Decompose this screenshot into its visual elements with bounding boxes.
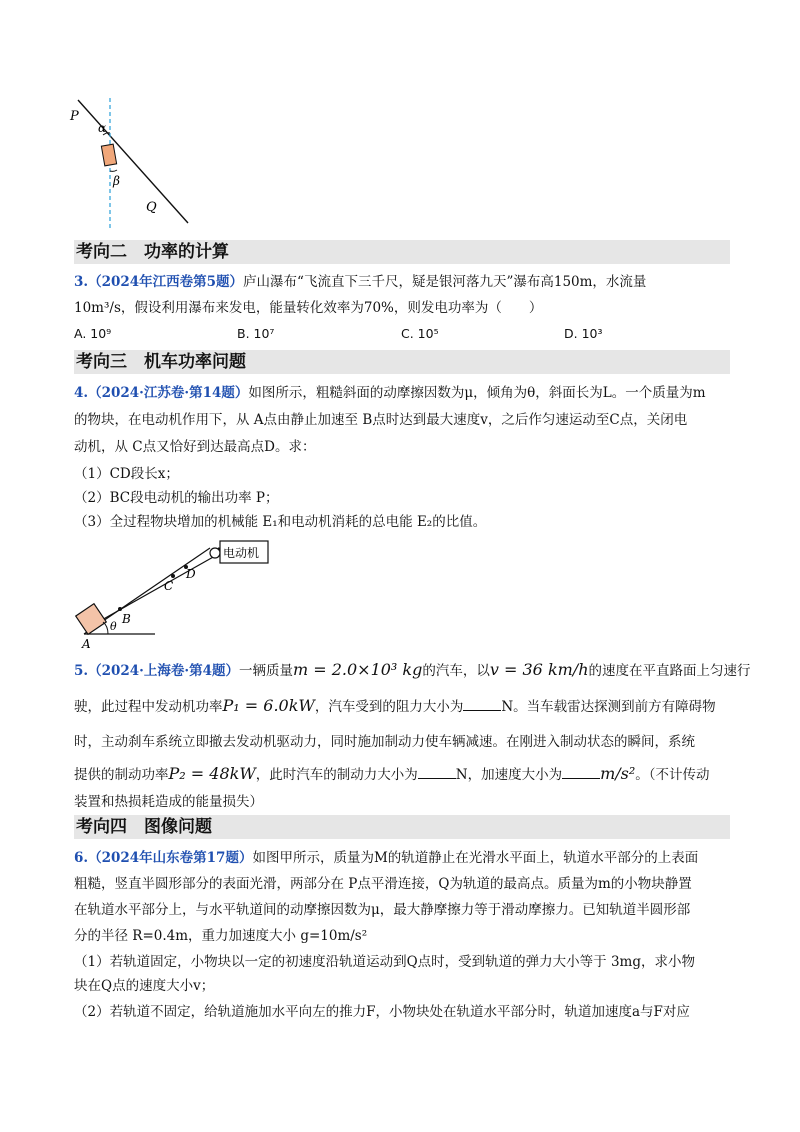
point-c (171, 574, 175, 578)
q3-source: （2024年江西卷第5题） (88, 274, 244, 290)
incline-upper (100, 556, 215, 621)
q5-blank-3[interactable] (562, 766, 600, 779)
q4-line2: 的物块，在电动机作用下，从 A点由静止加速至 B点时达到最大速度v，之后作匀速运动至C点，关闭电 (74, 412, 688, 428)
q4-number: 4. (74, 385, 89, 401)
q3-option-b: B. 10⁷ (237, 326, 275, 341)
q3-option-a: A. 10⁹ (74, 326, 112, 341)
section-header-vehicle-power: 考向三 机车功率问题 (74, 350, 730, 374)
q5-p2-expr: P₂ = 48kW (168, 764, 256, 783)
q5-text-1a: 一辆质量 (238, 663, 293, 679)
q6-line2: 粗糙，竖直半圆形部分的表面光滑，两部分在 P点平滑连接，Q为轨道的最高点。质量为m的小物块静置 (74, 876, 692, 892)
section-header-power-calc: 考向二 功率的计算 (74, 240, 730, 264)
q5-text-1b: 的汽车，以 (422, 663, 490, 679)
q5-text-2c: N。当车载雷达探测到前方有障碍物 (501, 699, 716, 715)
q5-blank-1[interactable] (463, 698, 501, 711)
q5-velocity-expr: v = 36 km/h (489, 660, 589, 679)
block (101, 144, 116, 166)
q5-text-1c: 的速度在平直路面上匀速行 (588, 663, 751, 679)
q4-sub2: （2）BC段电动机的输出功率 P； (74, 490, 279, 506)
q6-number: 6. (74, 850, 89, 866)
q6-text-1: 如图甲所示，质量为M的轨道静止在光滑水平面上，轨道水平部分的上表面 (252, 850, 699, 866)
q3-line1 (74, 272, 734, 292)
q5-text-4b: ，此时汽车的制动力大小为 (255, 767, 418, 783)
label-d: D (186, 567, 196, 581)
pulley (210, 548, 220, 558)
q5-line2 (74, 696, 734, 717)
q5-text-2a: 驶，此过程中发动机功率 (74, 699, 223, 715)
incline-line (78, 100, 188, 223)
figure-motor-incline (70, 538, 290, 653)
q6-line1 (74, 848, 734, 868)
q3-number: 3. (74, 274, 89, 290)
motor-label: 电动机 (223, 546, 260, 560)
q5-line5: 装置和热损耗造成的能量损失） (74, 794, 263, 810)
q6-line4: 分的半径 R=0.4m，重力加速度大小 g=10m/s² (74, 928, 368, 944)
q6-source: （2024年山东卷第17题） (88, 850, 253, 866)
q4-sub1: （1）CD段长x； (74, 466, 179, 482)
q5-mass-expr: m = 2.0×10³ kg (292, 660, 423, 679)
beta-arc (110, 170, 117, 171)
q5-line4 (74, 764, 734, 785)
q5-line3: 时，主动刹车系统立即撤去发动机驱动力，同时施加制动力使车辆减速。在刚进入制动状态的瞬间，系统 (74, 734, 695, 750)
q5-text-4e: 。（不计传动 (635, 767, 710, 783)
q4-sub3: （3）全过程物块增加的机械能 E₁和电动机消耗的总电能 E₂的比值。 (74, 514, 487, 530)
figure-waterfall-incline (70, 95, 200, 230)
label-theta: θ (110, 620, 117, 633)
q5-text-2b: ，汽车受到的阻力大小为 (314, 699, 464, 715)
label-c: C (164, 579, 174, 593)
q4-line3: 动机，从 C点又恰好到达最高点D。求： (74, 439, 316, 455)
q5-text-4a: 提供的制动功率 (74, 767, 169, 783)
q3-line2: 10m³/s，假设利用瀑布来发电，能量转化效率为70%，则发电功率为（ ） (74, 300, 543, 316)
block-box (76, 604, 107, 635)
label-q: Q (146, 200, 157, 215)
q6-sub1b: 块在Q点的速度大小v； (74, 978, 215, 994)
label-b: B (122, 612, 131, 626)
q5-unit: m/s² (600, 764, 636, 783)
q6-sub2: （2）若轨道不固定，给轨道施加水平向左的推力F，小物块处在轨道水平部分时，轨道加速度a与F对应 (74, 1004, 690, 1020)
label-a: A (82, 637, 91, 651)
q5-line1 (74, 660, 751, 681)
q5-p1-expr: P₁ = 6.0kW (222, 696, 315, 715)
point-b (118, 607, 122, 611)
q4-source: （2024·江苏卷·第14题） (88, 385, 249, 401)
section-header-graph-problems: 考向四 图像问题 (74, 815, 730, 839)
label-beta: β (113, 174, 120, 188)
q4-text-1: 如图所示，粗糙斜面的动摩擦因数为μ，倾角为θ，斜面长为L。一个质量为m (248, 385, 706, 401)
q3-option-c: C. 10⁵ (401, 326, 439, 341)
q6-sub1a: （1）若轨道固定，小物块以一定的初速度沿轨道运动到Q点时，受到轨道的弹力大小等于 3mg，求小物 (74, 954, 695, 970)
q5-source: （2024·上海卷·第4题） (88, 663, 239, 679)
q5-blank-2[interactable] (418, 766, 456, 779)
q3-option-d: D. 10³ (564, 326, 603, 341)
label-alpha: α (98, 121, 107, 135)
q6-line3: 在轨道水平部分上，与水平轨道间的动摩擦因数为μ，最大静摩擦力等于滑动摩擦力。已知轨道半圆形部 (74, 902, 691, 918)
q5-text-4c: N，加速度大小为 (455, 767, 563, 783)
q4-line1 (74, 383, 734, 403)
q3-text-1: 庐山瀑布“飞流直下三千尺，疑是银河落九天”瀑布高150m，水流量 (243, 274, 647, 290)
q5-number: 5. (74, 663, 89, 679)
label-p: P (70, 109, 79, 124)
